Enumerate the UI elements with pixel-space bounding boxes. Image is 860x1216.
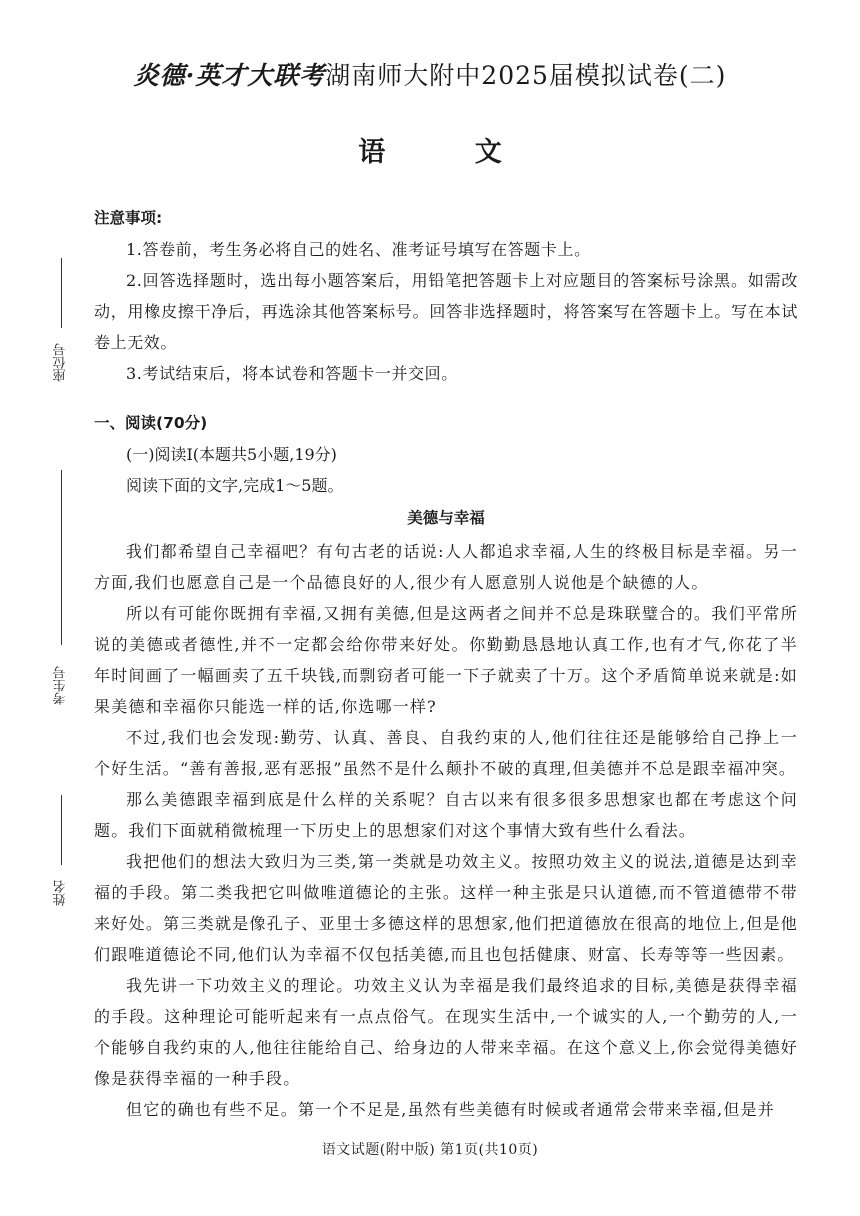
subsection-title: (一)阅读Ⅰ(本题共5小题,19分) [126, 445, 337, 464]
exam-number-line [61, 470, 62, 645]
reading-instruction: 阅读下面的文字,完成1～5题。 [126, 476, 344, 495]
exam-header [0, 56, 860, 92]
article-paragraph: 我们都希望自己幸福吧？有句古老的话说:人人都追求幸福,人生的终极目标是幸福。另一方面,我们也愿意自己是一个品德良好的人,很少有人愿意别人说他是个缺德的人。 [94, 542, 798, 592]
exam-number-label: 考生号 [53, 666, 69, 705]
name-line [61, 795, 62, 865]
notice-item: 2.回答选择题时，选出每小题答案后，用铅笔把答题卡上对应题目的答案标号涂黑。如需改动，用橡皮擦干净后，再选涂其他答案标号。回答非选择题时，将答案写在答题卡上。写在本试卷上无效。 [94, 271, 798, 352]
article-paragraph: 所以有可能你既拥有幸福,又拥有美德,但是这两者之间并不总是珠联璧合的。我们平常所说的美德或者德性,并不一定都会给你带来好处。你勤勤恳恳地认真工作,也有才气,你花了半年时间画了一幅画卖了五千块钱,而剽窃者可能一下子就卖了十万。这个矛盾简单说来就是:如果美德和幸福你只能选一样的话,你选哪一样? [94, 604, 798, 716]
article-paragraph: 不过,我们也会发现:勤劳、认真、善良、自我约束的人,他们往往还是能够给自己挣上一个好生活。“善有善报,恶有恶报”虽然不是什么颠扑不破的真理,但美德并不总是跟幸福冲突。 [94, 728, 798, 778]
subject-title: 语 文 [358, 137, 542, 168]
notice-item: 1.答卷前，考生务必将自己的姓名、准考证号填写在答题卡上。 [126, 240, 591, 259]
article-paragraph: 我把他们的想法大致归为三类,第一类就是功效主义。按照功效主义的说法,道德是达到幸福的手段。第二类我把它叫做唯道德论的主张。这样一种主张是只认道德,而不管道德带不带来好处。第三类就是像孔子、亚里士多德这样的思想家,他们把道德放在很高的地位上,但是他们跟唯道德论不同,他们认为幸福不仅包括美德,而且也包括健康、财富、长寿等等一些因素。 [94, 852, 798, 964]
article-paragraph: 我先讲一下功效主义的理论。功效主义认为幸福是我们最终追求的目标,美德是获得幸福的手段。这种理论可能听起来有一点点俗气。在现实生活中,一个诚实的人,一个勤劳的人,一个能够自我约束的人,他往往能给自己、给身边的人带来幸福。在这个意义上,你会觉得美德好像是获得幸福的一种手段。 [94, 976, 798, 1088]
seat-line [61, 258, 62, 328]
notice-item: 3.考试结束后，将本试卷和答题卡一并交回。 [126, 364, 458, 383]
name-label: 姓名 [53, 880, 69, 906]
exam-brand: 炎德·英才大联考 [133, 61, 326, 90]
article-title: 美德与幸福 [407, 509, 485, 527]
main-content [94, 203, 798, 1125]
section-title: 一、阅读(70分) [94, 414, 208, 432]
seat-label: 座位号 [53, 343, 69, 382]
article-paragraph: 那么美德跟幸福到底是什么样的关系呢？自古以来有很多很多思想家也都在考虑这个问题。我们下面就稍微梳理一下历史上的思想家们对这个事情大致有些什么看法。 [94, 790, 798, 840]
exam-title: 湖南师大附中2025届模拟试卷(二) [325, 61, 727, 90]
article-paragraph: 但它的确也有些不足。第一个不足是,虽然有些美德有时候或者通常会带来幸福,但是并 [126, 1100, 775, 1119]
notice-title: 注意事项: [94, 209, 163, 227]
article [94, 503, 798, 1125]
page-footer: 语文试题(附中版) 第1页(共10页) [321, 1142, 539, 1158]
